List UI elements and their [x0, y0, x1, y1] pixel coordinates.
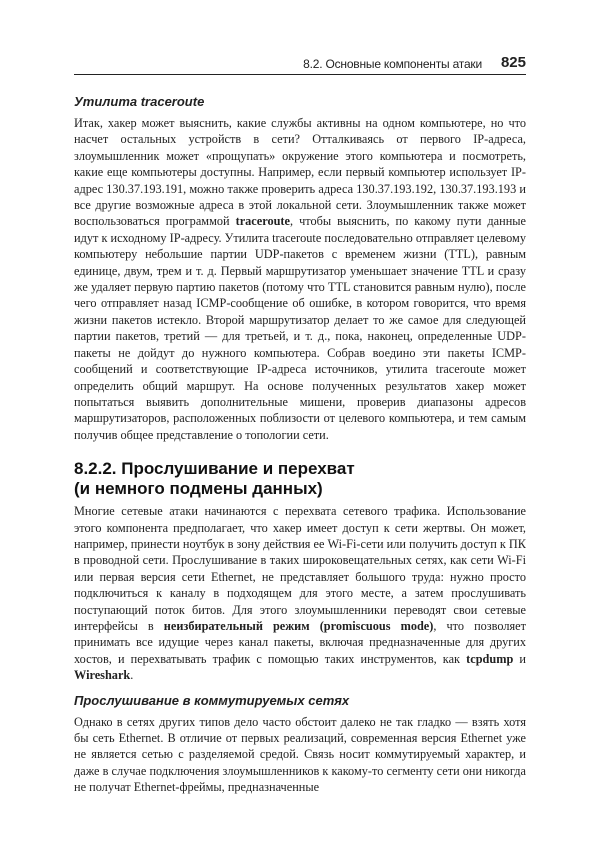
- text-run: .: [130, 668, 134, 683]
- term-promiscuous-mode: неизбирательный режим (promiscuous mode): [163, 618, 434, 633]
- running-header-section: 8.2. Основные компоненты атаки: [303, 57, 482, 71]
- section-heading-line-1: 8.2.2. Прослушивание и перехват: [74, 459, 355, 479]
- section-heading-sniffing: [74, 459, 526, 499]
- page-content: [74, 94, 526, 796]
- term-traceroute: traceroute: [235, 214, 290, 229]
- page-number: 825: [500, 54, 526, 71]
- paragraph-traceroute: [74, 115, 526, 443]
- text-run: , что позволяет принимать все идущие через канал пакеты, включая предназначенные для других хостов, и перехватывать трафик с помощью таких инструментов, как: [74, 618, 526, 666]
- paragraph-sniffing: [74, 503, 526, 683]
- term-wireshark: Wireshark: [74, 668, 131, 683]
- text-run: , чтобы выяснить, по какому пути данные идут к исходному IP-адресу. Утилита traceroute последовательно отправляет целевому компьютеру небольшие партии UDP-пакетов с временем жизни (TTL), равным единице, двум, трем и т. д. Первый маршрутизатор уменьшает значение TTL и сразу же удаляет первую партию пакетов (потому что TTL становится равным нулю), после чего отправляет назад ICMP-сообщение об ошибке, в котором говорится, что время жизни пакетов истекло. Второй маршрутизатор делает то же самое для следующей партии пакетов, третий — для третьей, и т. д., пока, наконец, определенные UDP-пакеты не дойдут до нужного компьютера. Собрав воедино эти пакеты ICMP-сообщений и соответствующие IP-адреса источников, утилита traceroute может определить общий маршрут. На основе полученных результатов хакер может попытаться выявить дополнительные мишени, проверив диапазоны адресов маршрутизаторов, расположенных поблизости от целевого компьютера, и тем самым получив общее представление о топологии сети.: [74, 214, 526, 442]
- subheading-traceroute: Утилита traceroute: [74, 94, 205, 109]
- section-heading-line-2: (и немного подмены данных): [74, 479, 323, 499]
- paragraph-switched-networks: Однако в сетях других типов дело часто обстоит далеко не так гладко — взять хотя бы сеть Ethernet. В отличие от первых реализаций, современная версия Ethernet уже не является сетью с разделяемой средой. Связь носит коммутируемый характер, и даже в случае подключения злоумышленников к какому-то сегменту сети они никогда не получат Ethernet-фреймы, предназначенные: [74, 714, 526, 795]
- text-run: и: [513, 651, 527, 666]
- running-header: [74, 54, 526, 75]
- text-run: Итак, хакер может выяснить, какие службы активны на одном компьютере, но что насчет остальных устройств в сети? Отталкиваясь от первого IP-адреса, злоумышленник может «прощупать» окружение этого компьютера и посмотреть, какие еще компьютеры доступны. Например, если первый компьютер использует IP-адрес 130.37.193.191, можно также проверить адреса 130.37.193.192, 130.37.193.193 и все другие возможные адреса в этой локальной сети. Злоумышленник также может воспользоваться программой: [74, 116, 526, 229]
- text-run: Многие сетевые атаки начинаются с перехвата сетевого трафика. Использование этого компонента предполагает, что хакер имеет доступ к сети жертвы. Он может, например, принести ноутбук в зону действия ее Wi-Fi-сети или получить доступ к ПК в проводной сети. Прослушивание в таких широковещательных сетях, как сети Wi-Fi или первая версия сети Ethernet, не представляет большого труда: нужно просто подключиться к каналу в подходящем для этого месте, а затем прослушивать поступающий поток битов. Для этого злоумышленники переводят свои сетевые интерфейсы в: [74, 504, 526, 633]
- subheading-switched-networks: Прослушивание в коммутируемых сетях: [74, 692, 350, 708]
- term-tcpdump: tcpdump: [466, 651, 514, 666]
